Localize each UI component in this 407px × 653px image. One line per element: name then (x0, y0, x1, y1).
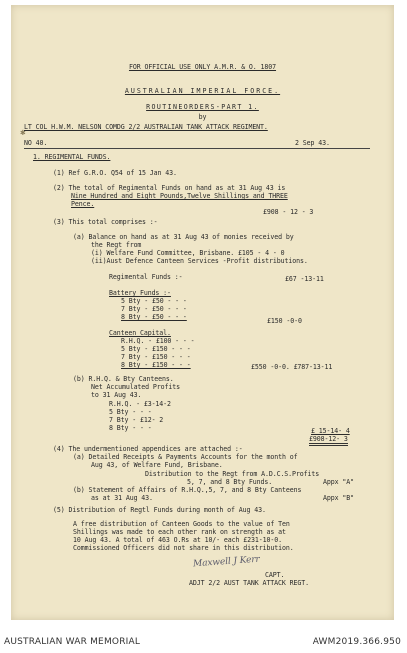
para-5-line: A free distribution of Canteen Goods to the value of Ten (73, 520, 290, 528)
signature: Maxwell J Kerr (192, 554, 261, 570)
commander-line: LT COL H.W.M. NELSON COMDG 2/2 AUSTRALIAN TANK ATTACK REGIMENT. (24, 123, 268, 131)
canteen-capital-row: 7 Bty - £150 - - - (121, 353, 191, 361)
para-4-line: Distribution to the Regt from A.D.C.S.Profits (145, 470, 320, 478)
para-5-line: Commissioned Officers did not share in this distribution. (73, 544, 294, 552)
orders-title: ROUTINEORDERS-PART 1. (146, 103, 259, 111)
battery-fund-row: 7 Bty - £50 - - - (121, 305, 187, 313)
grand-total: £908-12- 3 (309, 436, 348, 446)
para-5-line: 10 Aug 43. A total of 463 O.Rs at 10/- each £231-10-0. (73, 536, 282, 544)
item-a-line-4: (ii)Aust Defence Canteen Services -Profit distributions. (91, 257, 308, 265)
para-1: (1) Ref G.R.O. Q54 of 15 Jan 43. (53, 169, 177, 177)
para-2-line-3: Pence. (71, 200, 95, 208)
canteen-profit-row: 5 Bty - - - (109, 408, 152, 416)
force-title: AUSTRALIAN IMPERIAL FORCE. (124, 87, 281, 95)
order-date: 2 Sep 43. (295, 139, 330, 147)
archive-reference: AWM2019.366.950 (312, 637, 401, 647)
punch-hole-mark-icon: ✱ (20, 128, 26, 138)
para-5-line: Shillings was made to each other rank on strength as at (73, 528, 286, 536)
para-2-line-1: (2) The total of Regimental Funds on hand as at 31 Aug 43 is (53, 184, 286, 192)
canteen-profit-row: 7 Bty - £12- 2 (109, 416, 164, 424)
item-a-line-2: the Regt from (91, 241, 142, 249)
battery-funds-label: Battery Funds :- (109, 289, 171, 297)
battery-funds-total: £150 -0-0 (267, 317, 302, 325)
section-1-heading: 1. REGIMENTAL FUNDS. (33, 153, 111, 161)
para-4-line: (a) Detailed Receipts & Payments Accounts for the month of (73, 453, 298, 461)
para-4-line: (b) Statement of Affairs of R.H.Q.,5, 7, and 8 Bty Canteens (73, 486, 302, 494)
battery-fund-row: 5 Bty - £50 - - - (121, 297, 187, 305)
canteen-profit-row: 8 Bty - - - (109, 424, 152, 432)
para-4-line: as at 31 Aug 43. (91, 494, 153, 502)
canteen-profit-total: £ 15-14- 4 (311, 427, 350, 435)
regimental-funds-amount: £67 -13-11 (285, 275, 324, 283)
canteen-capital-row: 8 Bty - £150 - - - (121, 361, 191, 369)
para-2-amount: £908 - 12 - 3 (263, 208, 314, 216)
archive-footer (0, 627, 407, 653)
divider (24, 148, 370, 149)
para-4-line: Aug 43, of Welfare Fund, Brisbane. (91, 461, 223, 469)
item-b-line-1: (b) R.H.Q. & Bty Canteens. (73, 375, 174, 383)
para-3: (3) This total comprises :- (53, 218, 158, 226)
canteen-capital-row: R.H.Q. - £100 - - - (121, 337, 195, 345)
para-4-heading: (4) The undermentioned appendices are attached :- (53, 445, 243, 453)
item-a-line-1: (a) Balance on hand as at 31 Aug 43 of monies received by (73, 233, 294, 241)
document-page (11, 5, 394, 620)
battery-fund-row: 8 Bty - £50 - - - (121, 313, 187, 321)
item-a-line-3: (i) Welfare Fund Committee, Brisbane. £105 - 4 - 0 (91, 249, 285, 257)
by-line: by (198, 113, 207, 121)
para-2-line-2: Nine Hundred and Eight Pounds,Twelve Shillings and THREE (71, 192, 288, 200)
signature-block: ADJT 2/2 AUST TANK ATTACK REGT. (189, 579, 309, 587)
appendix-a-ref: Appx "A" (323, 478, 354, 486)
item-b-line-3: to 31 Aug 43. (91, 391, 142, 399)
canteen-capital-label: Canteen Capital. (109, 329, 171, 337)
order-number: NO 40. (24, 139, 48, 147)
para-5-heading: (5) Distribution of Regtl Funds during month of Aug 43. (53, 506, 266, 514)
appendix-b-ref: Appx "B" (323, 494, 354, 502)
archive-name: AUSTRALIAN WAR MEMORIAL (4, 637, 141, 647)
canteen-capital-total: £550 -0-0. £787-13-11 (251, 363, 333, 371)
canteen-capital-row: 5 Bty - £150 - - - (121, 345, 191, 353)
canteen-profit-row: R.H.Q. - £3-14-2 (109, 400, 171, 408)
item-b-line-2: Net Accumulated Profits (91, 383, 181, 391)
classification-header: FOR OFFICIAL USE ONLY A.M.R. & O. 1807 (128, 63, 277, 71)
para-4-line: 5, 7, and 8 Bty Funds. (187, 478, 273, 486)
regimental-funds-label: Regimental Funds :- (109, 273, 183, 281)
signature-rank: CAPT. (265, 571, 285, 579)
